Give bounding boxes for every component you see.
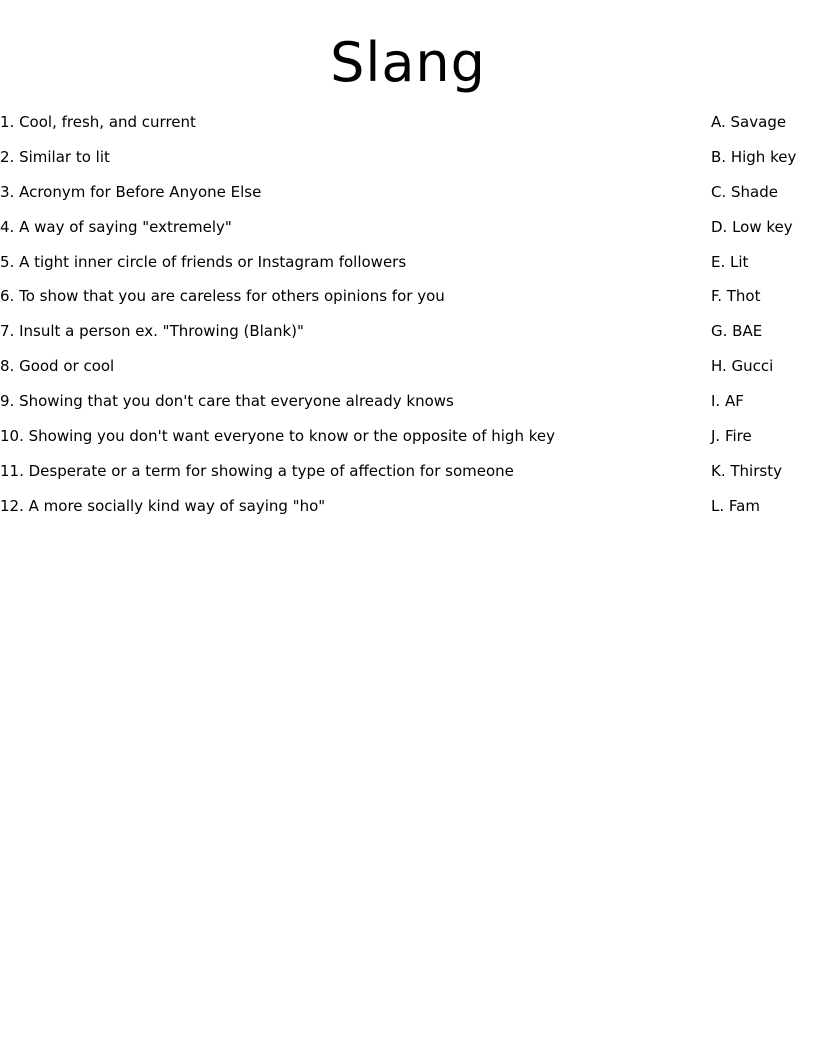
answer-item: K. Thirsty [711, 461, 782, 480]
clue-list [0, 110, 680, 529]
answer-item: G. BAE [711, 322, 763, 341]
answer-item: L. Fam [711, 496, 760, 515]
clue-item: 1. Cool, fresh, and current [0, 113, 196, 131]
answer-item: I. AF [711, 392, 744, 411]
clue-item: 10. Showing you don't want everyone to know or the opposite of high key [0, 427, 555, 446]
worksheet-title: Slang [330, 31, 486, 94]
clue-item: 11. Desperate or a term for showing a type of affection for someone [0, 461, 514, 480]
clue-item: 6. To show that you are careless for others opinions for you [0, 287, 445, 306]
clue-item: 4. A way of saying "extremely" [0, 217, 232, 236]
clue-item: 5. A tight inner circle of friends or Instagram followers [0, 252, 407, 271]
answer-item: C. Shade [711, 182, 778, 201]
clue-item: 3. Acronym for Before Anyone Else [0, 182, 262, 201]
answer-item: F. Thot [711, 287, 761, 306]
answer-list [711, 110, 816, 529]
clue-item: 8. Good or cool [0, 357, 115, 376]
answer-item: B. High key [711, 147, 797, 166]
answer-item: D. Low key [711, 217, 793, 236]
clue-item: 9. Showing that you don't care that everyone already knows [0, 392, 454, 411]
clue-item: 7. Insult a person ex. "Throwing (Blank)" [0, 322, 304, 341]
answer-item: A. Savage [711, 113, 787, 131]
answer-item: E. Lit [711, 252, 749, 271]
answer-item: H. Gucci [711, 357, 774, 376]
clue-item: 2. Similar to lit [0, 147, 110, 166]
clue-item: 12. A more socially kind way of saying "ho" [0, 496, 326, 515]
answer-item: J. Fire [711, 427, 752, 446]
